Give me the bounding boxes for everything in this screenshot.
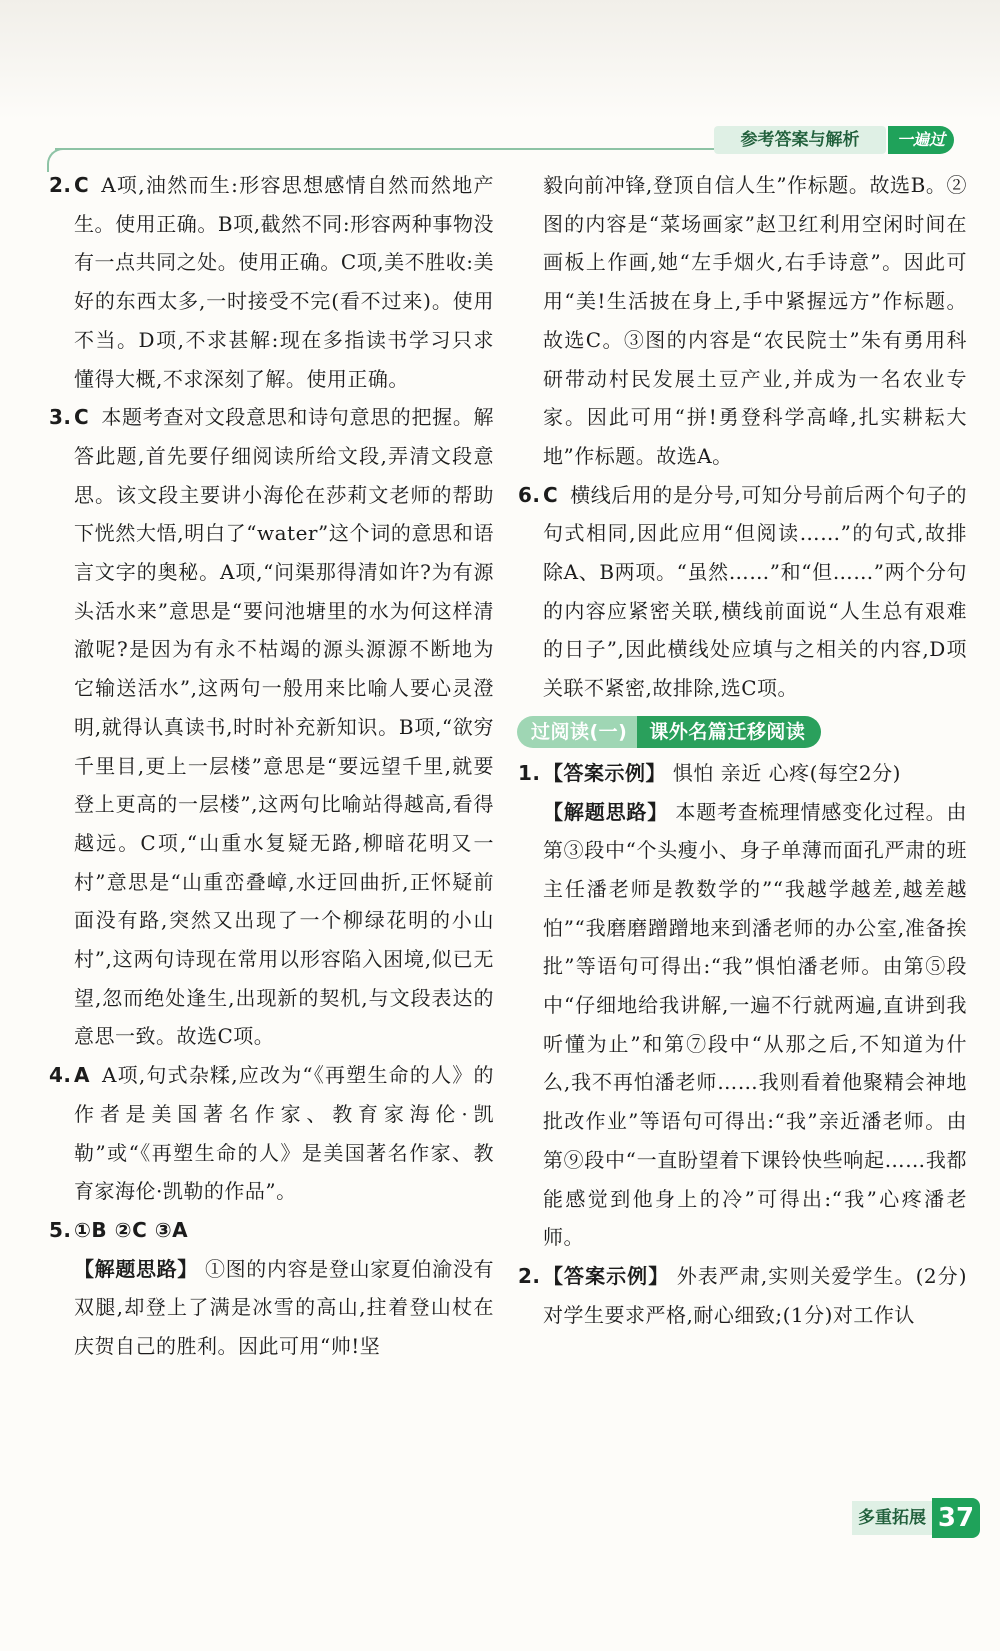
header-logo: 一遍过 <box>888 126 954 154</box>
item-number: 6. <box>518 482 541 507</box>
right-column <box>518 166 968 1334</box>
header-title: 参考答案与解析 <box>714 126 886 154</box>
page-number: 37 <box>932 1498 980 1538</box>
section-badge: 过阅读(一) <box>517 716 637 748</box>
page-top-shadow <box>0 0 1000 120</box>
item-explanation: ①图的内容是登山家夏伯渝没有双腿,却登上了满是冰雪的高山,拄着登山杖在庆贺自己的胜利。因此可用“帅!坚 <box>74 1256 495 1359</box>
item-answer-text: 惧怕 亲近 心疼(每空2分) <box>672 760 901 785</box>
item-number: 3. <box>49 405 72 430</box>
answer-item-6 <box>518 476 967 708</box>
section-banner <box>517 716 967 748</box>
answer-item-5 <box>49 1211 495 1366</box>
item-number: 2. <box>49 173 72 197</box>
answer-item-3 <box>49 398 494 1056</box>
item-explanation: 本题考查对文段意思和诗句意思的把握。解答此题,首先要仔细阅读所给文段,弄清文段意思。该文段主要讲小海伦在莎莉文老师的帮助下恍然大悟,明白了“water”这个词的意思和语言文字的奥秘。A项,“问渠那得清如许?为有源头活水来”意思是“要问池塘里的水为何这样清澈呢?是因为有永不枯竭的源头源源不断地为它输送活水”,这两句一般用来比喻人要心灵澄明,就得认真读书,时时补充新知识。B项,“欲穷千里目,更上一层楼”意思是“要远望千里,就要登上更高的一层楼”,这两句比喻站得越高,看得越远。C项,“山重水复疑无路,柳暗花明又一村”意思是“山重峦叠嶂,水迂回曲折,正怀疑前面没有路,突然又出现了一个柳绿花明的小山村”,这两句诗现在常用以形容陷入困境,似已无望,忽而绝处逢生,出现新的契机,与文段表达的意思一致。故选C项。 <box>74 405 494 1049</box>
left-column <box>49 166 495 1366</box>
item-explanation: A项,句式杂糅,应改为“《再塑生命的人》的作者是美国著名作家、教育家海伦·凯勒”或“《再塑生命的人》是美国著名作家、教育家海伦·凯勒的作品”。 <box>74 1063 494 1204</box>
item-explanation: 本题考查梳理情感变化过程。由第③段中“个头瘦小、身子单薄而面孔严肃的班主任潘老师是教数学的”“我越学越差,越差越怕”“我磨磨蹭蹭地来到潘老师的办公室,准备挨批”等语句可得出:“我”惧怕潘老师。由第⑤段中“仔细地给我讲解,一遍不行就两遍,直讲到我听懂为止”和第⑦段中“从那之后,不知道为什么,我不再怕潘老师……我则看着他聚精会神地批改作业”等语句可得出:“我”亲近潘老师。由第⑨段中“一直盼望着下课铃快些响起……我都能感觉到他身上的冷”可得出:“我”心疼潘老师。 <box>543 799 968 1250</box>
item-answer: A <box>74 1063 90 1088</box>
item-number: 5. <box>49 1217 72 1242</box>
item-answer: C <box>74 405 90 430</box>
footer-label: 多重拓展 <box>852 1501 932 1535</box>
item-explanation: 毅向前冲锋,登顶自信人生”作标题。故选B。②图的内容是“菜场画家”赵卫红利用空闲时间在画板上作画,她“左手烟火,右手诗意”。因此可用“美!生活披在身上,手中紧握远方”作标题。故选C。③图的内容是“农民院士”朱有勇用科研带动村民发展土豆产业,并成为一名农业专家。因此可用“拼!勇登科学高峰,扎实耕耘大地”作标题。故选A。 <box>543 173 967 468</box>
section-title: 课外名篇迁移阅读 <box>637 716 821 748</box>
answer-example-tag: 【答案示例】 <box>543 1263 670 1288</box>
reading-item-2 <box>518 1257 968 1334</box>
item-answer: ①B ②C ③A <box>74 1217 189 1242</box>
item-explanation: 横线后用的是分号,可知分号前后两个句子的句式相同,因此应用“但阅读……”的句式,故排除A、B两项。“虽然……”和“但……”两个分句的内容应紧密关联,横线前面说“人生总有艰难的日子”,因此横线处应填与之相关的内容,D项关联不紧密,故排除,选C项。 <box>543 482 967 701</box>
item-explanation: 外表严肃,实则关爱学生。(2分)对学生要求严格,耐心细致;(1分)对工作认 <box>543 1263 968 1327</box>
item-answer: C <box>543 482 559 507</box>
reading-item-1 <box>518 754 968 1257</box>
header-rule <box>55 148 775 150</box>
item-number: 2. <box>518 1263 541 1288</box>
answer-item-4 <box>49 1056 494 1211</box>
item-number: 1. <box>518 760 541 785</box>
solution-tag: 【解题思路】 <box>543 799 669 824</box>
answer-item-2 <box>49 166 494 398</box>
answer-example-tag: 【答案示例】 <box>543 760 666 785</box>
item-number: 4. <box>49 1063 72 1088</box>
item-explanation: A项,油然而生:形容思想感情自然而然地产生。使用正确。B项,截然不同:形容两种事物没有一点共同之处。使用正确。C项,美不胜收:美好的东西太多,一时接受不完(看不过来)。使用不当。D项,不求甚解:现在多指读书学习只求懂得大概,不求深刻了解。使用正确。 <box>74 173 494 391</box>
item-answer: C <box>74 173 90 197</box>
answer-item-5-continued <box>521 166 967 476</box>
solution-tag: 【解题思路】 <box>74 1256 198 1281</box>
